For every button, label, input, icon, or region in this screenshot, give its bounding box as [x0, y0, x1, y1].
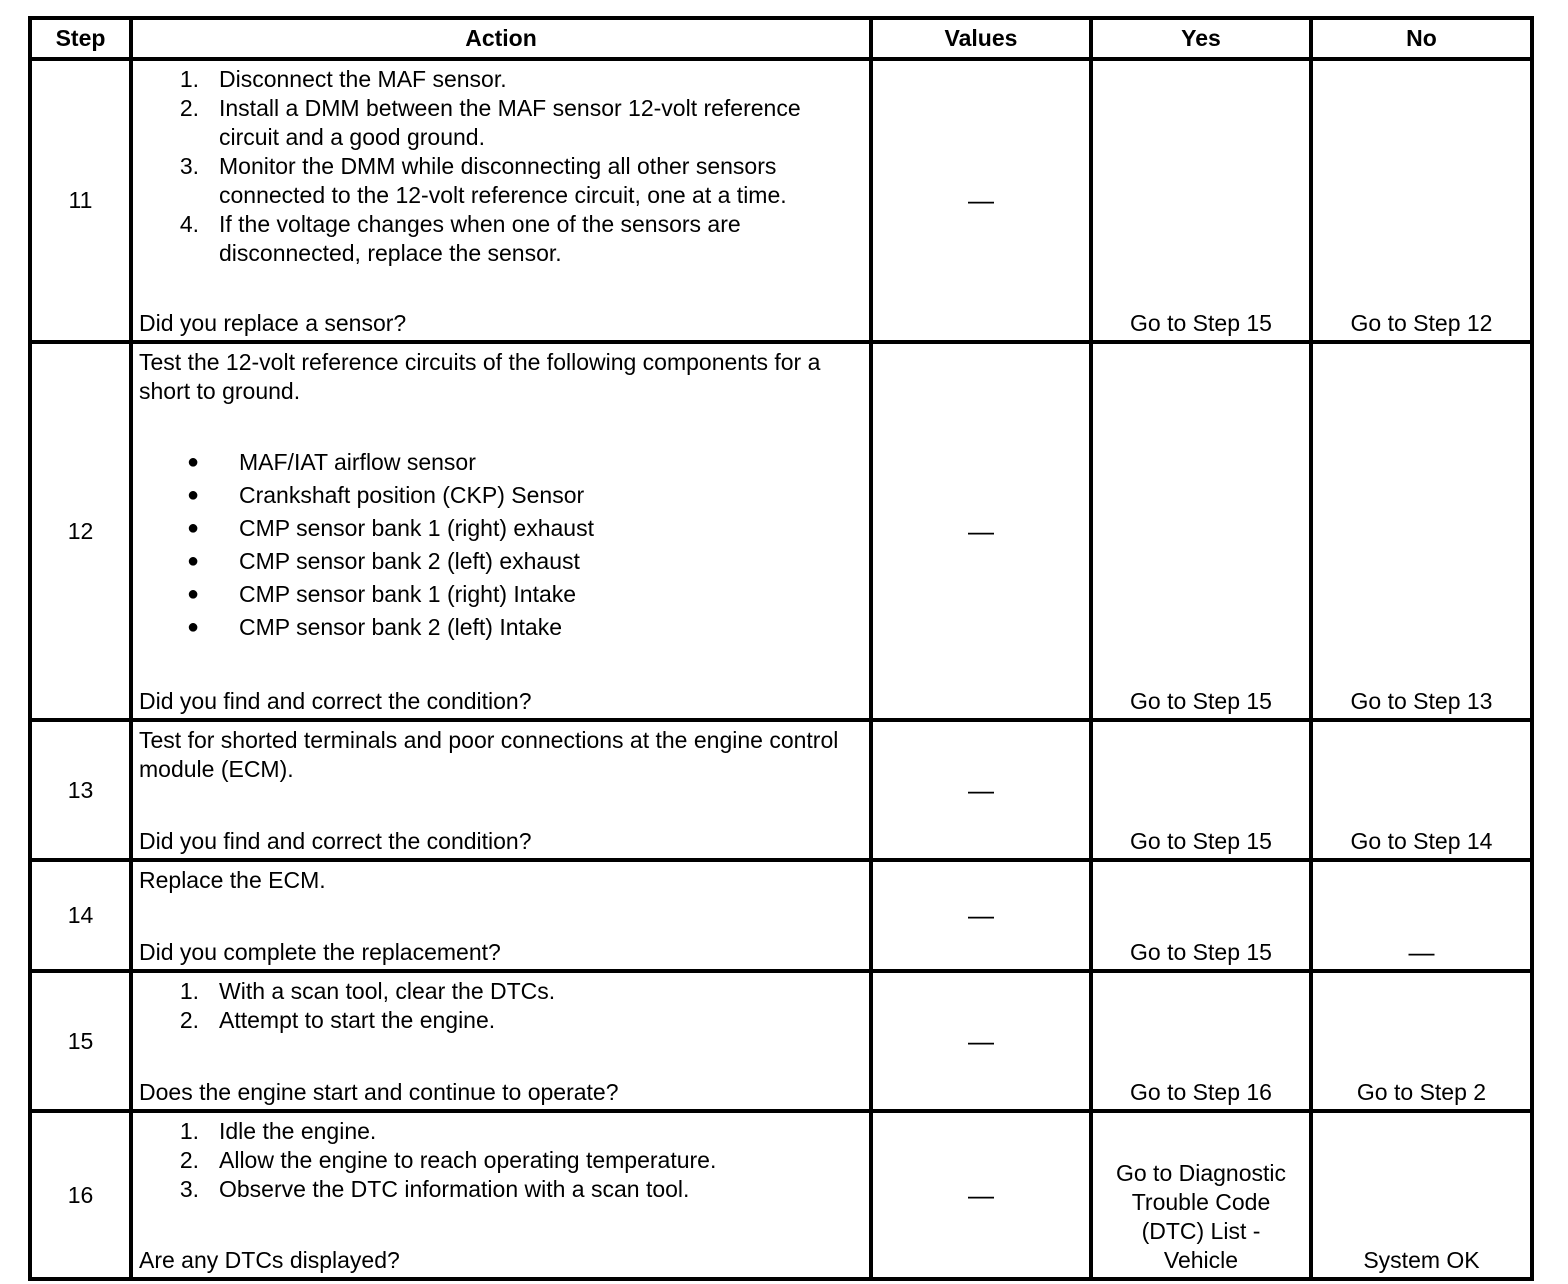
table-header-row — [30, 18, 1532, 59]
table-row — [30, 1111, 1532, 1279]
list-item: 2. Attempt to start the engine. — [179, 1007, 496, 1033]
yes-outcome: Go to Step 15 — [1091, 720, 1311, 860]
step-number: 15 — [30, 971, 131, 1111]
no-outcome: System OK — [1311, 1111, 1532, 1279]
list-item: ● CMP sensor bank 2 (left) Intake — [187, 614, 562, 640]
diagnostic-steps-table — [28, 16, 1534, 1281]
values-cell: — — [871, 971, 1091, 1111]
action-cell — [131, 971, 871, 1111]
action-cell — [131, 1111, 871, 1279]
yes-outcome: Go to Diagnostic Trouble Code (DTC) List - Vehicle — [1091, 1111, 1311, 1279]
action-cell — [131, 860, 871, 971]
numbered-steps — [139, 1117, 863, 1204]
list-item: 3. Observe the DTC information with a scan tool. — [179, 1176, 690, 1202]
header-no: No — [1311, 18, 1532, 59]
step-number: 14 — [30, 860, 131, 971]
table-row — [30, 342, 1532, 720]
header-step: Step — [30, 18, 131, 59]
component-list — [139, 446, 863, 644]
no-outcome: Go to Step 2 — [1311, 971, 1532, 1111]
no-outcome: — — [1311, 860, 1532, 971]
list-item: ● CMP sensor bank 2 (left) exhaust — [187, 548, 580, 574]
table-row — [30, 971, 1532, 1111]
list-item: 2. Allow the engine to reach operating temperature. — [179, 1147, 717, 1173]
step-number: 16 — [30, 1111, 131, 1279]
values-cell: — — [871, 720, 1091, 860]
table-row — [30, 860, 1532, 971]
list-item: 1. Disconnect the MAF sensor. — [179, 66, 507, 92]
header-action: Action — [131, 18, 871, 59]
step-instruction: Test for shorted terminals and poor connections at the engine control module (ECM). — [139, 727, 839, 782]
values-cell: — — [871, 59, 1091, 342]
numbered-steps — [139, 977, 863, 1035]
numbered-steps — [139, 65, 863, 268]
step-instruction: Test the 12-volt reference circuits of the following components for a short to ground. — [139, 349, 821, 404]
yes-outcome: Go to Step 16 — [1091, 971, 1311, 1111]
step-question: Did you find and correct the condition? — [139, 828, 532, 854]
no-outcome: Go to Step 12 — [1311, 59, 1532, 342]
list-item: 3. Monitor the DMM while disconnecting all other sensors connected to the 12-volt reference circuit, one at a time. — [179, 153, 787, 208]
action-cell — [131, 342, 871, 720]
step-question: Does the engine start and continue to operate? — [139, 1079, 619, 1105]
yes-outcome: Go to Step 15 — [1091, 342, 1311, 720]
list-item: ● MAF/IAT airflow sensor — [187, 449, 476, 475]
step-question: Are any DTCs displayed? — [139, 1247, 400, 1273]
yes-outcome: Go to Step 15 — [1091, 860, 1311, 971]
step-number: 12 — [30, 342, 131, 720]
table-row — [30, 59, 1532, 342]
list-item: 1. With a scan tool, clear the DTCs. — [179, 978, 556, 1004]
list-item: ● Crankshaft position (CKP) Sensor — [187, 482, 585, 508]
step-question: Did you replace a sensor? — [139, 310, 407, 336]
header-yes: Yes — [1091, 18, 1311, 59]
list-item: ● CMP sensor bank 1 (right) Intake — [187, 581, 577, 607]
step-number: 13 — [30, 720, 131, 860]
list-item: 4. If the voltage changes when one of the sensors are disconnected, replace the sensor. — [179, 211, 741, 266]
header-values: Values — [871, 18, 1091, 59]
values-cell: — — [871, 860, 1091, 971]
yes-outcome: Go to Step 15 — [1091, 59, 1311, 342]
table-row — [30, 720, 1532, 860]
step-number: 11 — [30, 59, 131, 342]
values-cell: — — [871, 1111, 1091, 1279]
no-outcome: Go to Step 14 — [1311, 720, 1532, 860]
list-item: 1. Idle the engine. — [179, 1118, 377, 1144]
action-cell — [131, 59, 871, 342]
values-cell: — — [871, 342, 1091, 720]
step-instruction: Replace the ECM. — [139, 867, 326, 893]
step-question: Did you find and correct the condition? — [139, 688, 532, 714]
list-item: ● CMP sensor bank 1 (right) exhaust — [187, 515, 594, 541]
no-outcome: Go to Step 13 — [1311, 342, 1532, 720]
list-item: 2. Install a DMM between the MAF sensor 12-volt reference circuit and a good ground. — [179, 95, 801, 150]
step-question: Did you complete the replacement? — [139, 939, 501, 965]
action-cell — [131, 720, 871, 860]
